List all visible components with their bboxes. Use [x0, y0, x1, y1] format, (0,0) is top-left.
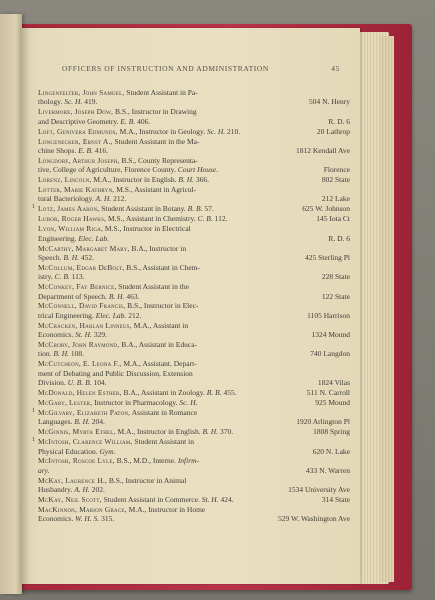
directory-entry — [38, 107, 350, 126]
directory-entry — [38, 175, 350, 184]
room-number: 419. — [84, 97, 98, 107]
room-number: 112. — [214, 214, 228, 224]
building-code: B. H. — [74, 417, 90, 427]
position-description-cont: Husbandry. — [38, 485, 73, 495]
position-description: Student Assistant in Pa- — [126, 88, 198, 97]
page-stack-edge-inner — [380, 36, 394, 582]
position-description-cont: istry. — [38, 272, 53, 282]
directory-entry — [38, 224, 350, 243]
position-description-cont: Economics. — [38, 330, 74, 340]
running-head — [30, 64, 350, 76]
room-number: 406. — [137, 116, 151, 126]
position-description: Student Assistant in — [134, 437, 194, 447]
position-description-cont: ment of Debating and Public Discussion, Extension — [38, 368, 193, 378]
room-number: 416. — [94, 145, 109, 155]
room-number: 463. — [126, 291, 140, 301]
directory-entry — [38, 301, 350, 320]
room-number: 455. — [223, 388, 237, 398]
directory-entries — [38, 88, 350, 524]
street-address: 212 Lake — [321, 194, 350, 204]
person-name: McConkey, Fay Bernice, — [38, 282, 117, 292]
building-code: B. B. — [206, 388, 222, 398]
position-description: B.S., County Representa- — [121, 155, 198, 165]
street-address: 228 State — [321, 272, 350, 282]
person-name: Lubor, Roger Hawks, — [38, 214, 107, 224]
directory-entry — [38, 495, 350, 504]
street-address: 20 Lathrop — [316, 126, 350, 136]
building-code: Infirm- — [177, 456, 200, 466]
person-name: McCollum, Edgar DeBolt, — [38, 262, 125, 272]
position-description-cont: Languages. — [38, 417, 73, 427]
person-name: McCarthy, Margaret Mary, — [38, 243, 130, 253]
street-address: 925 Mound — [315, 398, 350, 407]
position-description-cont: chine Shops. — [38, 145, 77, 155]
building-code: Gym. — [99, 446, 116, 456]
person-name: Longdorf, Arthur Joseph, — [38, 155, 120, 165]
street-address: R. D. 6 — [328, 116, 350, 126]
person-name: McDonald, Helen Esther, — [38, 388, 122, 398]
position-description: Student Assistant in the — [118, 282, 189, 292]
building-code: Court House. — [177, 165, 219, 175]
page-number: 45 — [331, 64, 340, 73]
street-address: 740 Langdon — [310, 349, 350, 359]
position-description: B.S., Instructor in Elec- — [127, 301, 199, 311]
room-number: 108. — [70, 349, 85, 359]
street-address: 314 State — [321, 495, 350, 505]
room-number: 113. — [71, 272, 85, 282]
room-number: 202. — [91, 485, 105, 495]
directory-entry — [38, 398, 350, 407]
building-code: Sc. H. — [179, 398, 198, 407]
directory-entry — [38, 214, 350, 223]
building-code: Sc. H. — [64, 97, 83, 107]
room-number: 329. — [93, 330, 107, 340]
street-address: 122 State — [321, 291, 350, 301]
building-code: E. B. — [120, 116, 136, 126]
building-code: St. H. — [201, 495, 219, 505]
position-description-cont: Engineering. — [38, 233, 77, 243]
street-address: 1920 Arlington Pl — [296, 417, 350, 427]
directory-entry — [38, 282, 350, 301]
person-name: McIntosh, Clarence William, — [38, 437, 133, 447]
building-code: B. B. — [187, 204, 203, 214]
directory-entry — [38, 263, 350, 282]
directory-entry — [38, 427, 350, 436]
position-description-cont: tive, College of Agriculture, Florence County. — [38, 165, 176, 175]
position-description: Assistant in Romance — [131, 407, 198, 417]
directory-entry — [38, 437, 350, 456]
position-description-cont: Division. — [38, 378, 66, 388]
person-name: McKay, Laurence H., — [38, 475, 107, 485]
directory-entry — [38, 127, 350, 136]
position-description: M.A., Instructor in English. — [93, 175, 177, 185]
person-name: Loft, Genivera Edmunds, — [38, 126, 118, 136]
room-number: 315. — [101, 514, 115, 524]
street-address: 625 W. Johnson — [302, 204, 350, 214]
spine-shadow — [20, 28, 30, 584]
position-description-cont: trical Engineering. — [38, 310, 94, 320]
person-name: McKay, Neil Scott, — [38, 495, 102, 505]
position-description: M.A., Instructor in Home — [128, 504, 206, 514]
position-description: Instructor in Pharmacology. — [94, 398, 178, 407]
position-description: B.A., Instructor in — [131, 243, 187, 253]
directory-entry — [38, 185, 350, 204]
room-number: 104. — [93, 378, 107, 388]
building-code: B. H. — [53, 349, 70, 359]
street-address: 511 N. Carroll — [306, 388, 350, 398]
room-number: 370. — [219, 427, 234, 437]
directory-entry — [38, 244, 350, 263]
directory-entry — [38, 321, 350, 340]
position-description: Student Assistant in Commerce. — [103, 495, 200, 505]
street-address: 1812 Kendall Ave — [295, 145, 350, 155]
person-name: McCutcheon, E. Leona F., — [38, 359, 122, 369]
person-name: Livermore, Joseph Dow, — [38, 107, 114, 117]
building-code: B. H. — [108, 291, 125, 301]
person-name: McGary, Lester, — [38, 398, 93, 407]
room-number: 452. — [80, 252, 95, 262]
position-description: M.A., Instructor in English. — [117, 427, 201, 437]
directory-entry — [38, 340, 350, 359]
street-address: Florence — [323, 165, 350, 175]
building-code: A. H. — [74, 485, 90, 495]
person-name: Lyon, William Riga, — [38, 224, 104, 234]
building-code: A. H. — [95, 194, 112, 204]
building-code: U. B. B. — [67, 378, 92, 388]
position-description: M.A., Assistant, Depart- — [123, 359, 197, 369]
street-address: 529 W. Washington Ave — [277, 514, 350, 524]
directory-entry — [38, 505, 350, 524]
position-description-cont: Department of Speech. — [38, 291, 107, 301]
person-name: Lotter, Marie Kathryn, — [38, 185, 115, 195]
position-description-cont: thology. — [38, 97, 63, 107]
street-address: 1105 Harrison — [307, 310, 350, 320]
building-code: Sc. H. — [207, 126, 226, 136]
directory-entry — [38, 388, 350, 397]
position-description: Student Assistant in the Ma- — [114, 136, 200, 146]
position-description: B.S., Instructor in Drawing — [114, 107, 197, 117]
street-address: 1808 Spring — [313, 427, 350, 437]
position-description-cont: Economics. — [38, 514, 74, 524]
person-name: McGilvary, Elizabeth Paton, — [38, 407, 131, 417]
directory-entry — [38, 359, 350, 387]
building-code: W. H. S. — [75, 514, 100, 524]
position-description: B.S., Assistant in Chem- — [126, 262, 201, 272]
directory-entry — [38, 476, 350, 495]
room-number: 424. — [220, 495, 234, 505]
room-number: 366. — [195, 175, 210, 185]
directory-entry — [38, 137, 350, 156]
room-number: 210. — [227, 126, 241, 136]
position-description: M.S., Assistant in Agricul- — [116, 185, 197, 195]
position-description: B.A., Assistant in Educa- — [121, 340, 198, 350]
street-address: 504 N. Henry — [308, 97, 350, 107]
directory-entry — [38, 156, 350, 175]
position-description-cont: tural Bacteriology. — [38, 194, 94, 204]
person-name: McIntosh, Roscoe Lyle, — [38, 456, 115, 466]
building-code: Elec. Lab. — [95, 310, 127, 320]
person-name: MacKinnon, Marion Grace, — [38, 504, 127, 514]
position-description: M.S., Instructor in Electrical — [104, 224, 191, 234]
building-code: St. H. — [75, 330, 92, 340]
street-address: 620 N. Lake — [312, 446, 350, 456]
building-code: B. H. — [63, 252, 80, 262]
building-code: B. H. — [202, 427, 219, 437]
street-address: 1324 Mound — [311, 330, 350, 340]
person-name: Lotz, James Aaron, — [38, 204, 100, 214]
directory-entry — [38, 204, 350, 213]
building-code-cont: ary. — [38, 465, 50, 475]
directory-entry — [38, 88, 350, 107]
person-name: McConnell, David Francis, — [38, 301, 126, 311]
room-number: 204. — [91, 417, 105, 427]
running-head-title: OFFICERS OF INSTRUCTION AND ADMINISTRATION — [62, 64, 269, 73]
street-address: 145 Iota Ct — [316, 214, 350, 224]
position-description: B.A., Assistant in Zoology. — [123, 388, 205, 398]
person-name: McCracken, Harlan Linneus, — [38, 320, 132, 330]
person-name: Lingenfelter, John Samuel, — [38, 88, 125, 97]
position-description: B.S., M.D., Interne. — [116, 456, 176, 466]
position-description: B.S., Instructor in Animal — [108, 475, 187, 485]
person-name: Lorenz, Lincoln, — [38, 175, 92, 185]
building-code: E. B. — [78, 145, 94, 155]
position-description: M.A., Assistant in — [133, 320, 189, 330]
street-address: R. D. 6 — [328, 233, 350, 243]
position-description-cont: tion. — [38, 349, 52, 359]
position-description: Student Assistant in Botany. — [101, 204, 186, 214]
position-description-cont: Physical Education. — [38, 446, 98, 456]
person-name: McCrory, John Raymond, — [38, 340, 120, 350]
building-code: C. B. — [197, 214, 213, 224]
room-number: 212. — [113, 194, 127, 204]
building-code: Elec. Lab. — [78, 233, 110, 243]
street-address: 1824 Vilas — [317, 378, 350, 388]
position-description-cont: Speech. — [38, 252, 62, 262]
street-address: 433 N. Warren — [305, 465, 350, 475]
street-address: 1534 University Ave — [288, 485, 350, 495]
room-number: 57. — [204, 204, 214, 214]
person-name: Longenecker, Ernst A., — [38, 136, 113, 146]
building-code: C. B. — [54, 272, 70, 282]
street-address: 802 State — [321, 175, 350, 185]
directory-entry — [38, 408, 350, 427]
room-number: 212. — [128, 310, 142, 320]
position-description: M.S., Assistant in Chemistry. — [108, 214, 196, 224]
position-description-cont: and Descriptive Geometry. — [38, 116, 119, 126]
previous-page-edge — [0, 14, 22, 594]
street-address: 425 Sterling Pl — [304, 252, 350, 262]
person-name: McGinnis, Myrta Ethel, — [38, 427, 116, 437]
position-description: M.A., Instructor in Geology. — [119, 126, 206, 136]
directory-entry — [38, 456, 350, 475]
building-code: B. H. — [178, 175, 195, 185]
